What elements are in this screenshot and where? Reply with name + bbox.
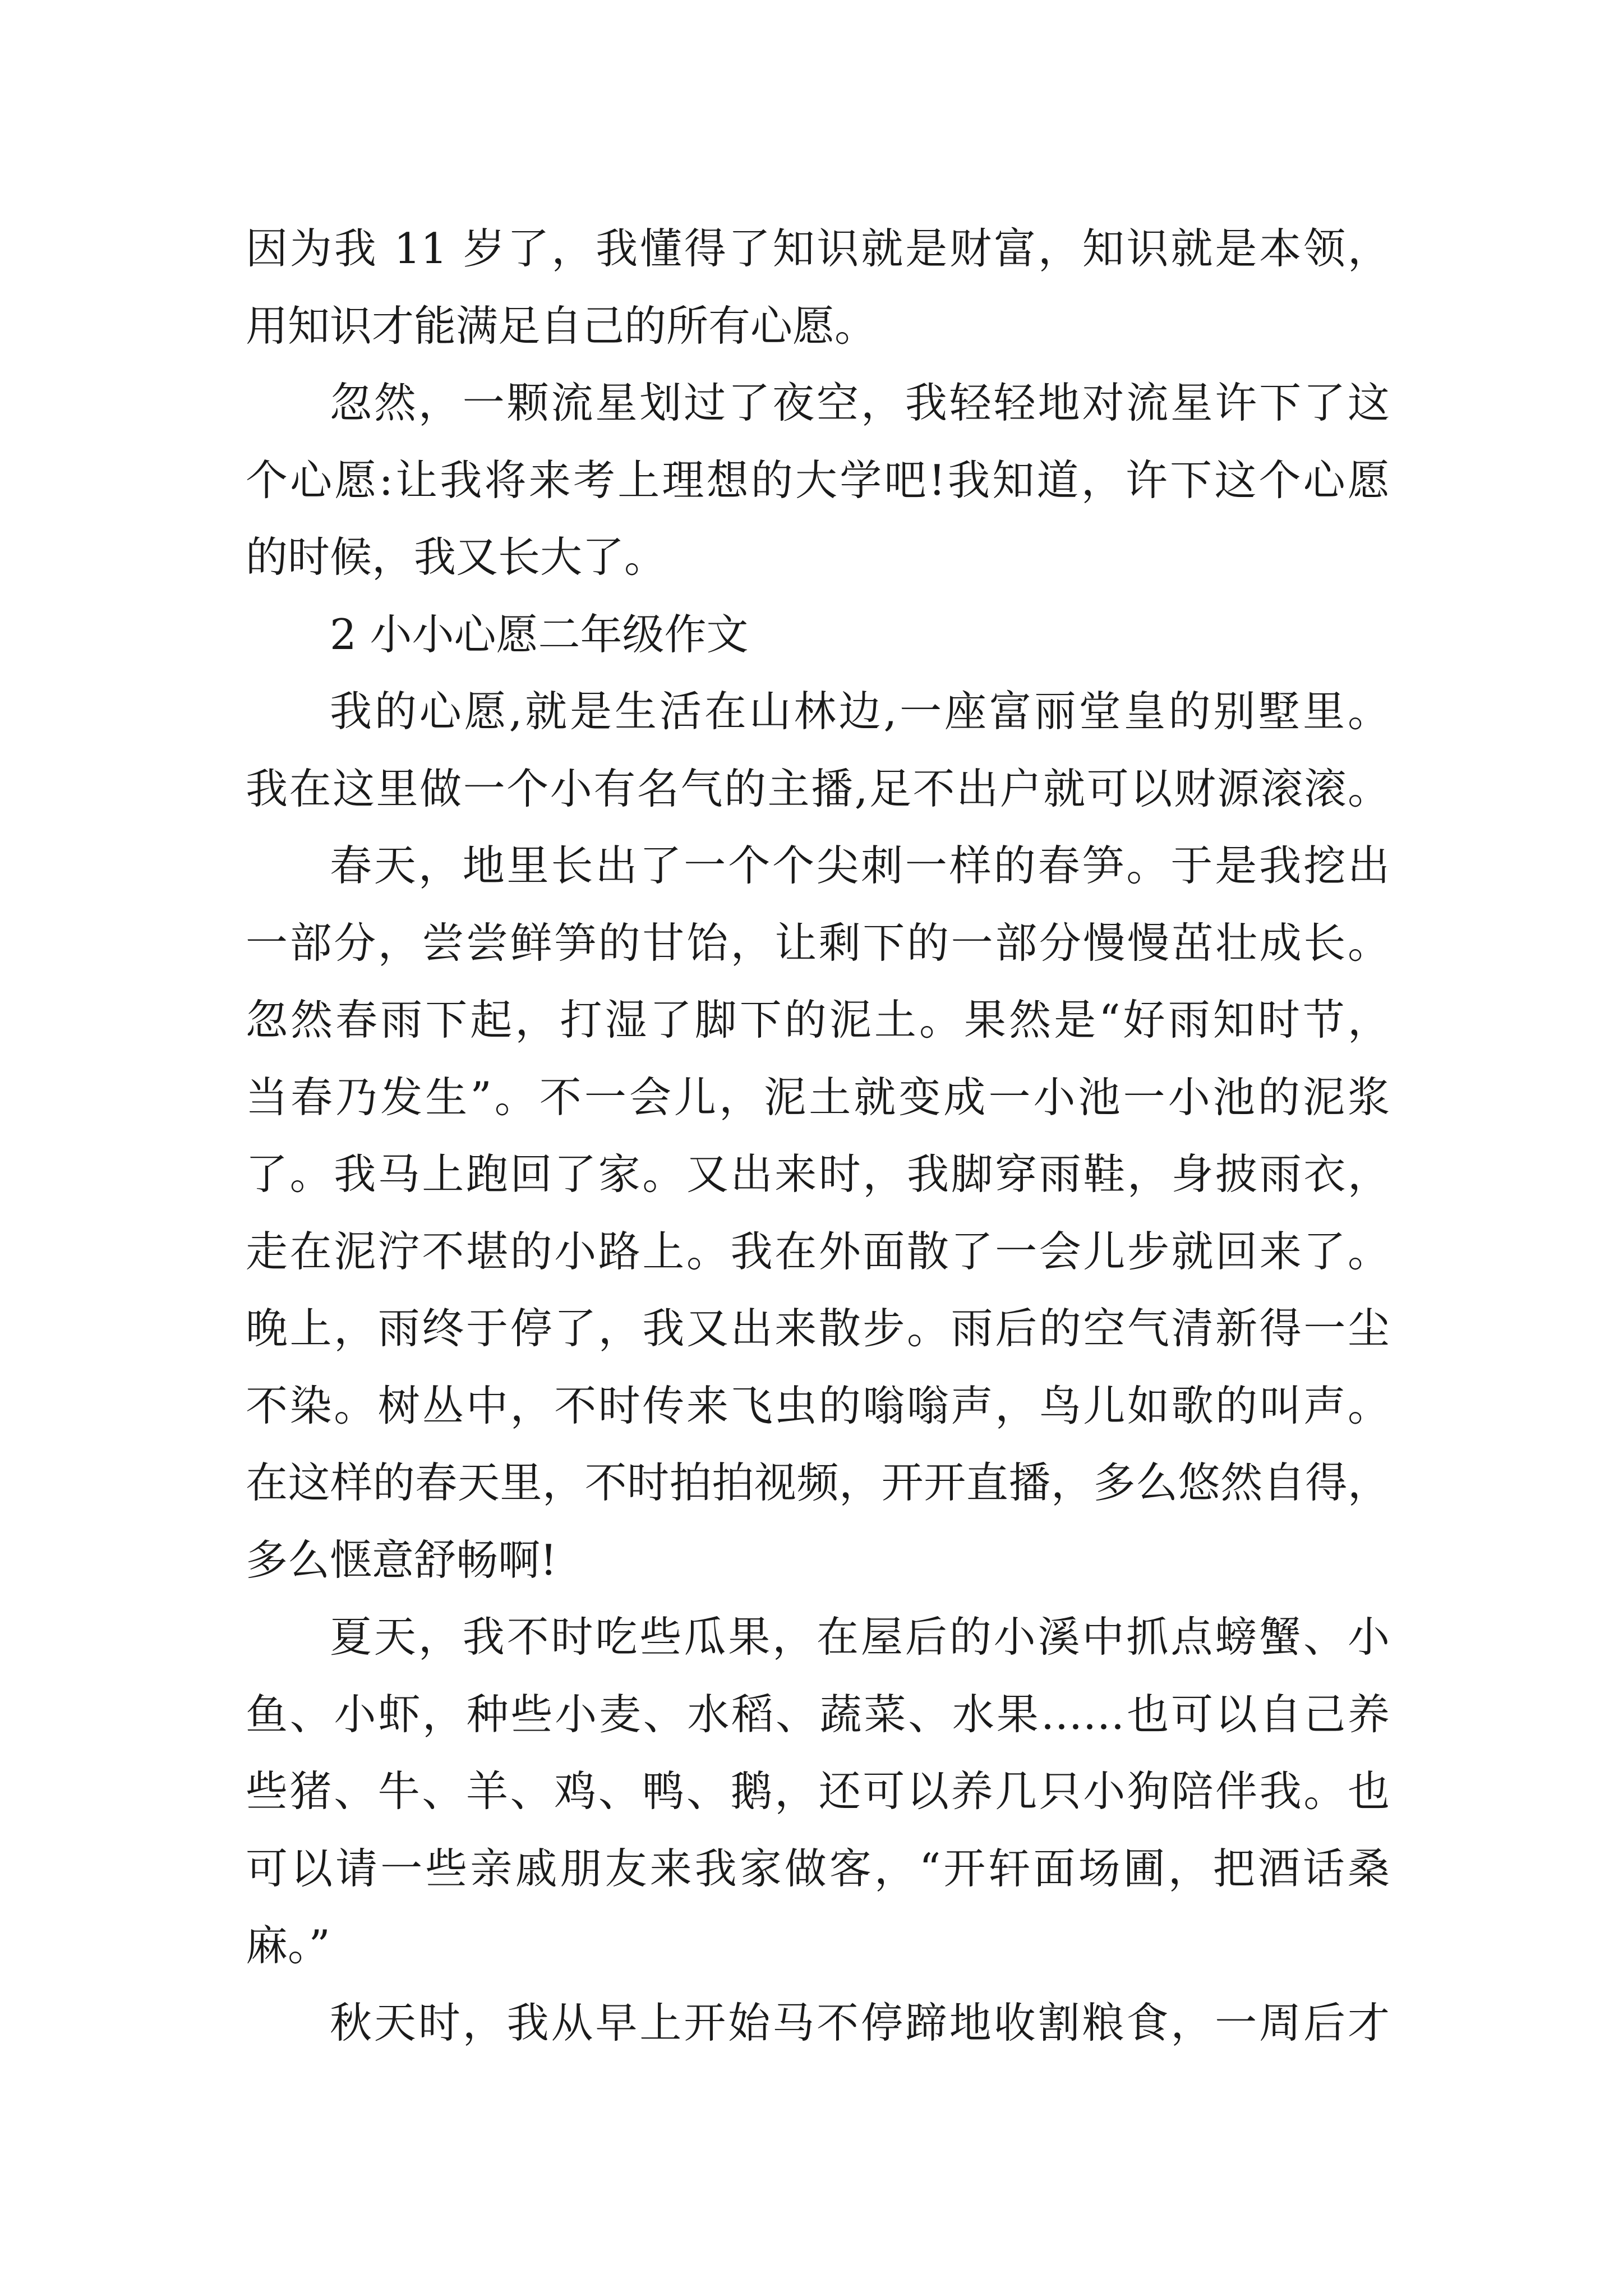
text-line: 忽然，一颗流星划过了夜空，我轻轻地对流星许下了这: [330, 378, 1390, 427]
text-line: 用知识才能满足自己的所有心愿。: [246, 301, 877, 351]
text-line: 鱼、小虾，种些小麦、水稻、蔬菜、水果……也可以自己养: [246, 1689, 1390, 1739]
text-line: 夏天，我不时吃些瓜果，在屋后的小溪中抓点螃蟹、小: [330, 1612, 1390, 1662]
text-line: 的时候，我又长大了。: [246, 532, 667, 582]
text-line: 个心愿:让我将来考上理想的大学吧!我知道，许下这个心愿: [246, 455, 1390, 505]
essay-text: [246, 210, 1390, 2062]
text-line: 秋天时，我从早上开始马不停蹄地收割粮食，一周后才: [330, 1998, 1390, 2047]
text-line: 晚上，雨终于停了，我又出来散步。雨后的空气清新得一尘: [246, 1304, 1390, 1353]
text-line: 当春乃发生”。不一会儿，泥土就变成一小池一小池的泥浆: [246, 1072, 1390, 1122]
text-line: 多么惬意舒畅啊!: [246, 1535, 557, 1585]
text-line: 不染。树丛中，不时传来飞虫的嗡嗡声，鸟儿如歌的叫声。: [246, 1381, 1390, 1430]
text-line: 因为我 11 岁了，我懂得了知识就是财富，知识就是本领，: [246, 224, 1390, 273]
text-line: 麻。”: [246, 1921, 330, 1970]
text-line: 走在泥泞不堪的小路上。我在外面散了一会儿步就回来了。: [246, 1226, 1390, 1276]
text-line: 2 小小心愿二年级作文: [330, 609, 749, 659]
text-line: 我的心愿,就是生活在山林边,一座富丽堂皇的别墅里。: [330, 687, 1390, 736]
text-line: 我在这里做一个小有名气的主播,足不出户就可以财源滚滚。: [246, 763, 1390, 813]
text-line: 春天，地里长出了一个个尖刺一样的春笋。于是我挖出: [330, 841, 1390, 890]
text-line: 些猪、牛、羊、鸡、鸭、鹅，还可以养几只小狗陪伴我。也: [246, 1766, 1390, 1816]
text-line: 了。我马上跑回了家。又出来时，我脚穿雨鞋，身披雨衣，: [246, 1149, 1390, 1199]
text-line: 一部分，尝尝鲜笋的甘饴，让剩下的一部分慢慢茁壮成长。: [246, 918, 1390, 968]
text-line: 在这样的春天里，不时拍拍视频，开开直播，多么悠然自得，: [246, 1458, 1390, 1507]
text-line: 忽然春雨下起，打湿了脚下的泥土。果然是“好雨知时节，: [246, 995, 1390, 1045]
text-line: 可以请一些亲戚朋友来我家做客，“开轩面场圃，把酒话桑: [246, 1843, 1390, 1893]
